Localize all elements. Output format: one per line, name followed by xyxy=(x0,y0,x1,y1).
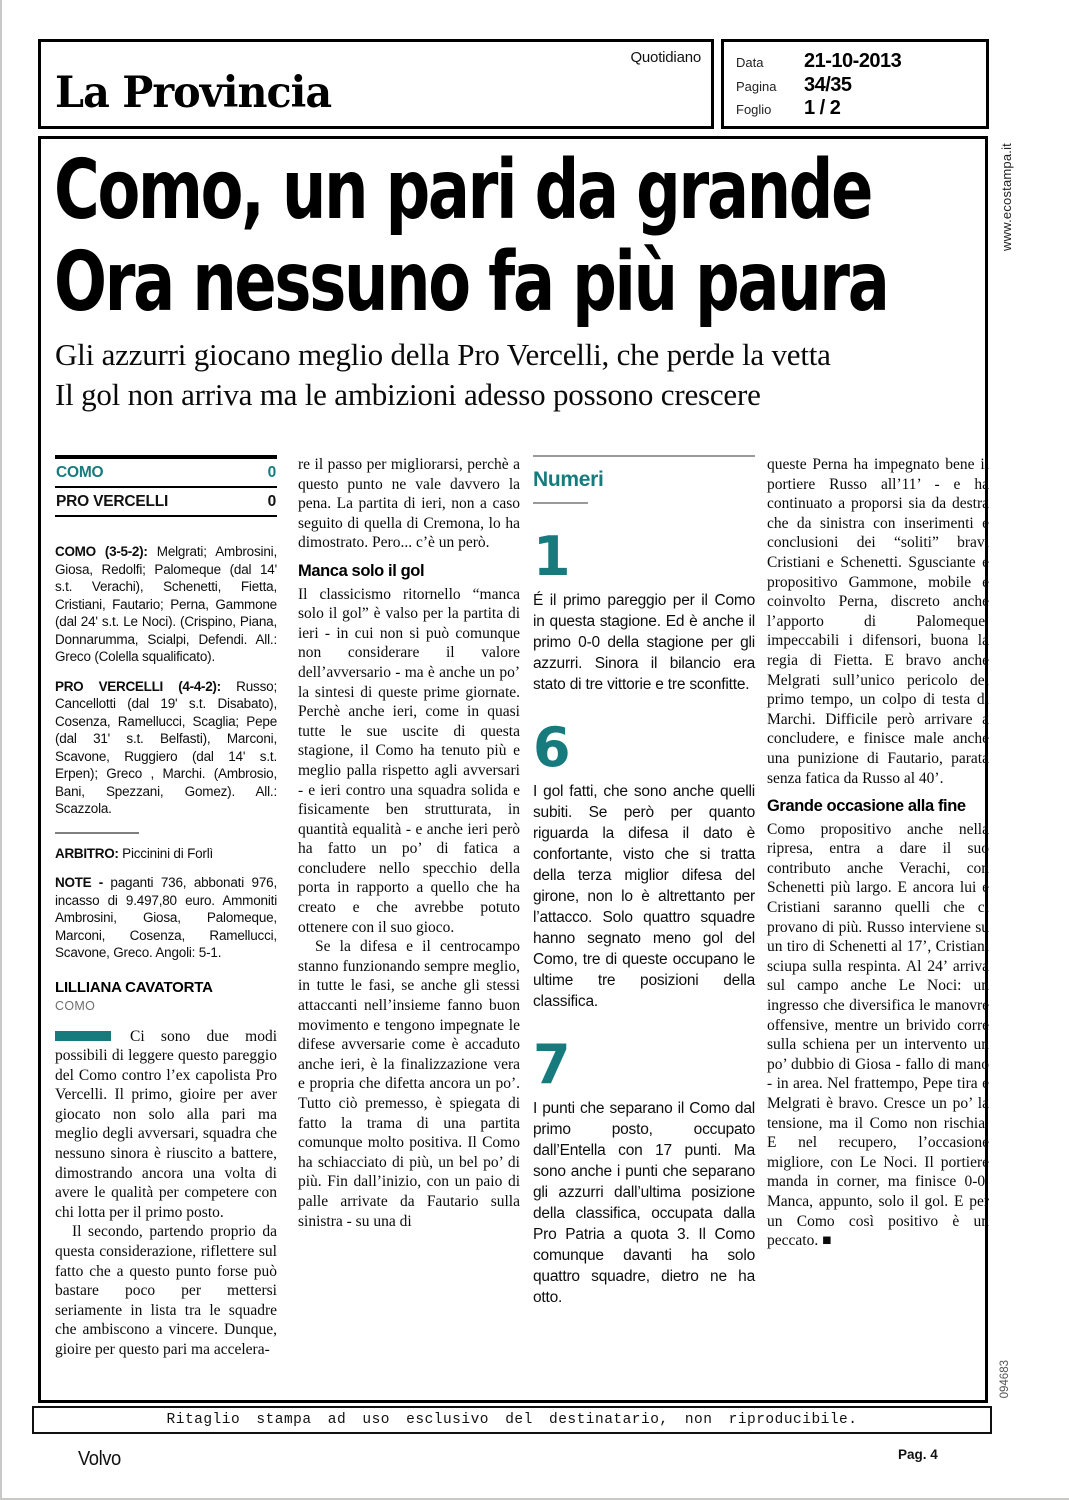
column-1 xyxy=(55,455,277,1360)
byline-city: COMO xyxy=(55,998,96,1013)
referee-lead: ARBITRO: xyxy=(55,845,119,861)
lead-dash xyxy=(55,1031,111,1041)
section-subhead: Manca solo il gol xyxy=(298,561,425,580)
body-paragraph: queste Perna ha impegnato bene il portiere Russo all’11’ - e ha continuato a proporsi sia da destra che da sinistra con inserimenti e conclusioni dei “soliti” bravi Cristiani e Schenetti. Sgusciante e propositivo Gammone, mobile e coinvolto Perna, discreto anche l’apporto di Palomeque, impeccabili i difensori, buona la regia di Fietta. E bravo anche Melgrati sull’unico pericolo del primo tempo, un colpo di testa di Marchi. Difficile però arrivare a concludere, e finisce male anche una punizione di Fautario, parata senza fatica da Russo al 40’. xyxy=(767,456,989,787)
lineup-text: Melgrati; Ambrosini, Giosa, Redolfi; Palomeque (dal 14' s.t. Verachi), Schenetti, Fietta, Cristiani, Fautario; Perna, Gammone (dal 24' s.t. Le Noci). (Crispino, Piana, Donnarumma, Scialpi, Defendi. All.: Greco (Colella squalificato). xyxy=(55,544,278,664)
referee-text: Piccinini di Forlì xyxy=(118,845,214,861)
rule xyxy=(533,455,755,457)
meta-label: Pagina xyxy=(736,78,777,94)
meta-box xyxy=(721,39,989,129)
score-row-provercelli xyxy=(55,488,277,515)
notes-text: paganti 736, abbonati 976, incasso di 9.497,80 euro. Ammoniti Ambrosini, Giosa, Palomeque, Marconi, Cosenza, Ramellucci, Scavone, Greco. Angoli: 5-1. xyxy=(55,875,278,960)
team-name: COMO xyxy=(56,464,104,481)
numbers-panel xyxy=(533,455,755,1308)
column-4 xyxy=(767,455,989,1251)
section-subhead: Grande occasione alla fine xyxy=(767,797,966,816)
footer-strip xyxy=(32,1406,992,1434)
body-paragraph: re il passo per migliorarsi, perchè a questo punto ne vale davvero la pena. La partita di ieri, non a caso seguito di quella di Cremona, lo ha dimostrato. Pero... c’è un però. xyxy=(298,456,520,552)
meta-row-date xyxy=(736,50,974,73)
headline-line-2: Ora nessuno fa più paura xyxy=(54,235,888,330)
lineup-lead: PRO VERCELLI (4-4-2): xyxy=(55,678,221,694)
clipping-code: 094683 xyxy=(999,1360,1011,1399)
subhead xyxy=(55,335,985,415)
lineup-lead: COMO (3-5-2): xyxy=(55,544,148,559)
meta-value-page: 34/35 xyxy=(804,73,852,96)
footer-brand: Volvo xyxy=(78,1448,121,1470)
rule xyxy=(533,502,588,504)
article-body-col1 xyxy=(55,1027,277,1360)
subhead-line-2: Il gol non arriva ma le ambizioni adesso possono crescere xyxy=(55,377,761,412)
score-row-como xyxy=(55,459,277,486)
meta-row-sheet xyxy=(736,97,974,120)
masthead-box xyxy=(38,39,714,129)
lineup-text: Russo; Cancellotti (dal 19' s.t. Disabato), Cosenza, Ramellucci, Scaglia; Pepe (dal 31' s.t. Belfasti), Marconi, Scavone, Ruggiero (dal 14' s.t. Erpen); Greco , Marchi. (Ambrosio, Bani, Spezzani, Gomez). All.: Scazzola. xyxy=(55,678,277,816)
meta-label: Foglio xyxy=(736,102,772,117)
notes-lead: NOTE - xyxy=(55,875,103,890)
article-box xyxy=(38,136,988,1403)
body-paragraph xyxy=(55,1027,277,1223)
number-text: É il primo pareggio per il Como in questa stagione. Ed è anche il primo 0-0 della stagione per gli azzurri. Sinora il bilancio era stato di tre vittorie e tre sconfitte. xyxy=(533,592,755,693)
team-score: 0 xyxy=(267,493,276,510)
body-paragraph: Se la difesa e il centrocampo stanno funzionando sempre meglio, in tutte le fasi, se anche gli stessi attaccanti nell’insieme fanno buon movimento e tengono impegnate le difese avversarie come è accaduto anche ieri, è la finalizzazione vera e propria che difetta ancora un po’. Tutto ciò premesso, è spiegata di fatto la trama di una partita comunque molto positiva. Il Como ha schiacciato di più, un bel po’ di più. Fin dall’inizio, con un paio di palle arrivate da Fautario sulla sinistra - su una di xyxy=(298,938,520,1230)
byline-author: LILLIANA CAVATORTA xyxy=(55,978,213,996)
ecostampa-watermark: www.ecostampa.it xyxy=(999,143,1014,251)
number-digit: 7 xyxy=(533,1033,569,1096)
number-text: I gol fatti, che sono anche quelli subiti. Se però per quanto riguarda la difesa il dato è confortante, visto che si tratta della terza miglior difesa del girone, non lo è altrettanto per l’attacco. Solo quattro squadre hanno segnato meno gol del Como, tre di queste occupano le ultime tre posizioni della classifica. xyxy=(533,783,755,1010)
meta-value-date: 21-10-2013 xyxy=(804,50,902,72)
body-paragraph: Il secondo, partendo proprio da questa considerazione, riflettere sul fatto che a questo punto forse può bastare poco per mettersi seriamente in lista tra le squadre che ambiscono a vincere. Dunque, gioire per questo pari ma accelera- xyxy=(55,1223,277,1358)
masthead-logo: La Provincia xyxy=(55,68,332,118)
footer-page-ref: Pag. 4 xyxy=(898,1447,938,1462)
meta-value-sheet: 1 / 2 xyxy=(804,97,841,119)
meta-label: Data xyxy=(736,55,764,70)
referee-line xyxy=(55,845,277,863)
headline-line-1: Como, un pari da grande xyxy=(54,143,872,238)
team-name: PRO VERCELLI xyxy=(56,493,169,510)
notes-line xyxy=(55,874,277,962)
lineup-provercelli xyxy=(55,678,277,818)
subhead-line-1: Gli azzurri giocano meglio della Pro Vercelli, che perde la vetta xyxy=(55,337,831,372)
score-table xyxy=(55,455,277,517)
number-digit: 6 xyxy=(533,716,569,779)
body-paragraph: Il classicismo ritornello “manca solo il gol” è valso per la partita di ieri - in cui non si può comunque non considerare il valore dell’avversario - ma è anche un po’ la sintesi di queste prime giornate. Perchè anche ieri, come in quasi tutte le sue uscite di questa stagione, il Como ha tenuto più e meglio palla rispetto agli avversari - e ieri contro una squadra solida e fisicamente ben strutturata, in quantità equalità - e anche ieri però ha fatto un po’ di fatica a concludere nello specchio della porta in rapporto a quello che ha creato e che avrebbe potuto ottenere con il suo gioco. xyxy=(298,585,520,936)
number-text: I punti che separano il Como dal primo posto, occupato dall’Entella con 17 punti. Ma sono anche i punti che separano gli azzurri dall’ultima posizione della classifica, occupata dalla Pro Patria a quota 3. Il Como comunque davanti ha solo quattro squadre, dietro ne ha otto. xyxy=(533,1100,755,1306)
column-2 xyxy=(298,455,520,1231)
rule xyxy=(55,515,277,517)
meta-row-page xyxy=(736,74,974,97)
number-item xyxy=(533,1033,755,1308)
team-score: 0 xyxy=(267,464,276,481)
footer-disclaimer: Ritaglio stampa ad uso esclusivo del destinatario, non riproducibile. xyxy=(166,1412,858,1428)
number-item xyxy=(533,525,755,695)
publication-type: Quotidiano xyxy=(630,49,701,66)
number-item xyxy=(533,716,755,1012)
lineup-como xyxy=(55,543,277,666)
number-digit: 1 xyxy=(533,525,569,588)
numbers-title: Numeri xyxy=(533,468,604,491)
divider-rule xyxy=(55,832,139,834)
paragraph-text: Ci sono due modi possibili di leggere questo pareggio del Como contro l’ex capolista Pro Vercelli. Il primo, gioire per aver giocato non solo alla pari ma meglio degli avversari, squadra che nessuno sinora è riuscito a battere, dimostrando ancora una volta di avere le qualità per competere con chi lotta per il primo posto. xyxy=(55,1027,277,1221)
body-paragraph: Como propositivo anche nella ripresa, entra a dare il suo contributo anche Verachi, con Schenetti più largo. E ancora lui e Cristiani saranno quelli che ci provano di più. Russo interviene su un tiro di Schenetti al 17’, Cristiani sciupa sulla respinta. Al 24’ arriva sul campo anche Le Noci: un ingresso che diversifica le manovre offensive, mentre un brivido corre sulla schiena per un intervento un po’ dubbio di Giosa - fallo di mano - in area. Nel frattempo, Pepe tira e Melgrati è bravo. Cresce un po’ la tensione, ma il Como non rischia. E nel recupero, l’occasione migliore, con Le Noci. Il portiere manda in corner, ma finisce 0-0. Manca, appunto, solo il gol. E per un Como così positivo è un peccato. ■ xyxy=(767,820,989,1250)
headline xyxy=(54,145,888,329)
